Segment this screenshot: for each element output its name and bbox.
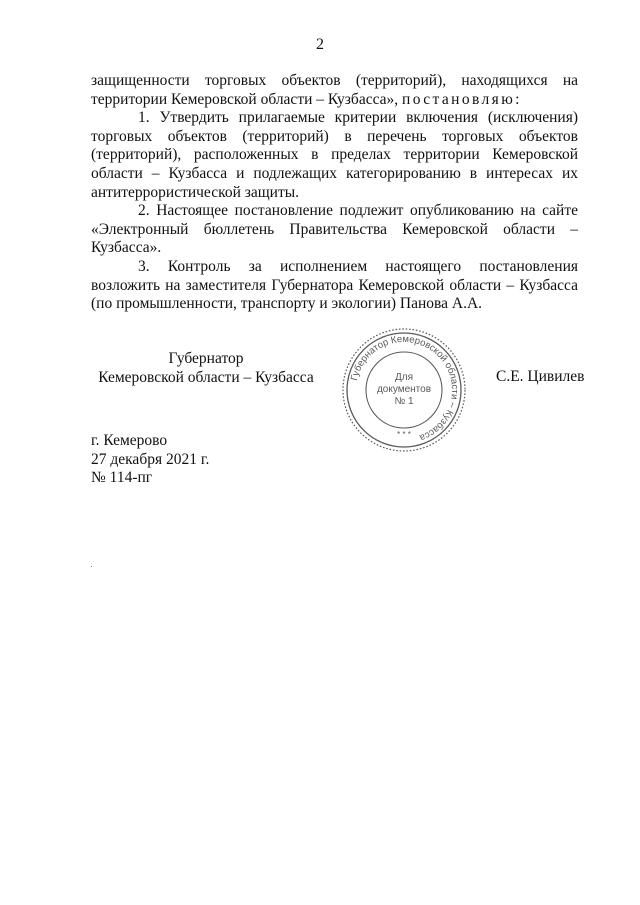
signatory-position [91, 350, 321, 387]
page-number: 2 [316, 36, 324, 53]
issue-city: г. Кемерово [91, 432, 168, 449]
seal-center-line-1: Для [394, 372, 414, 383]
position-region: Кемеровской области – Кузбасса [98, 368, 314, 386]
document-body [91, 72, 578, 314]
paragraph-item-1: 1. Утвердить прилагаемые критерии включения (исключения) торговых объектов (территорий) в перечень торговых объектов (территорий), расположенных в пределах территории Кемеровской области – Кузбасса и подлежащих категорированию в интересах их антитеррористической защиты. [91, 109, 578, 201]
paragraph-item-3: 3. Контроль за исполнением настоящего постановления возложить на заместителя Губернатора Кемеровской области – Кузбасса (по промышленности, транспорту и экологии) Панова А.А. [91, 257, 578, 313]
paragraph-item-2: 2. Настоящее постановление подлежит опубликованию на сайте «Электронный бюллетень Правительства Кемеровской области – Кузбасса». [91, 202, 578, 257]
position-title: Губернатор [168, 350, 244, 367]
paragraph-intro [91, 72, 578, 109]
document-footer [91, 432, 209, 488]
seal-center-line-3: № 1 [394, 396, 414, 407]
intro-text: защищенности торговых объектов (территорий), находящихся на территории Кемеровской области – Кузбасса», [91, 72, 578, 108]
seal-stars: * * * [397, 430, 411, 439]
signer-name: С.Е. Цивилев [496, 368, 585, 385]
resolve-keyword: постановляю: [402, 90, 522, 108]
seal-center-line-2: документов [376, 384, 432, 395]
document-number: № 114-пг [91, 469, 153, 487]
seal-ring-text: Губернатор Кемеровской области – Кузбасса [349, 333, 461, 444]
official-seal-stamp [340, 326, 468, 454]
stray-dot-mark [91, 566, 92, 567]
issue-date: 27 декабря 2021 г. [91, 450, 210, 468]
